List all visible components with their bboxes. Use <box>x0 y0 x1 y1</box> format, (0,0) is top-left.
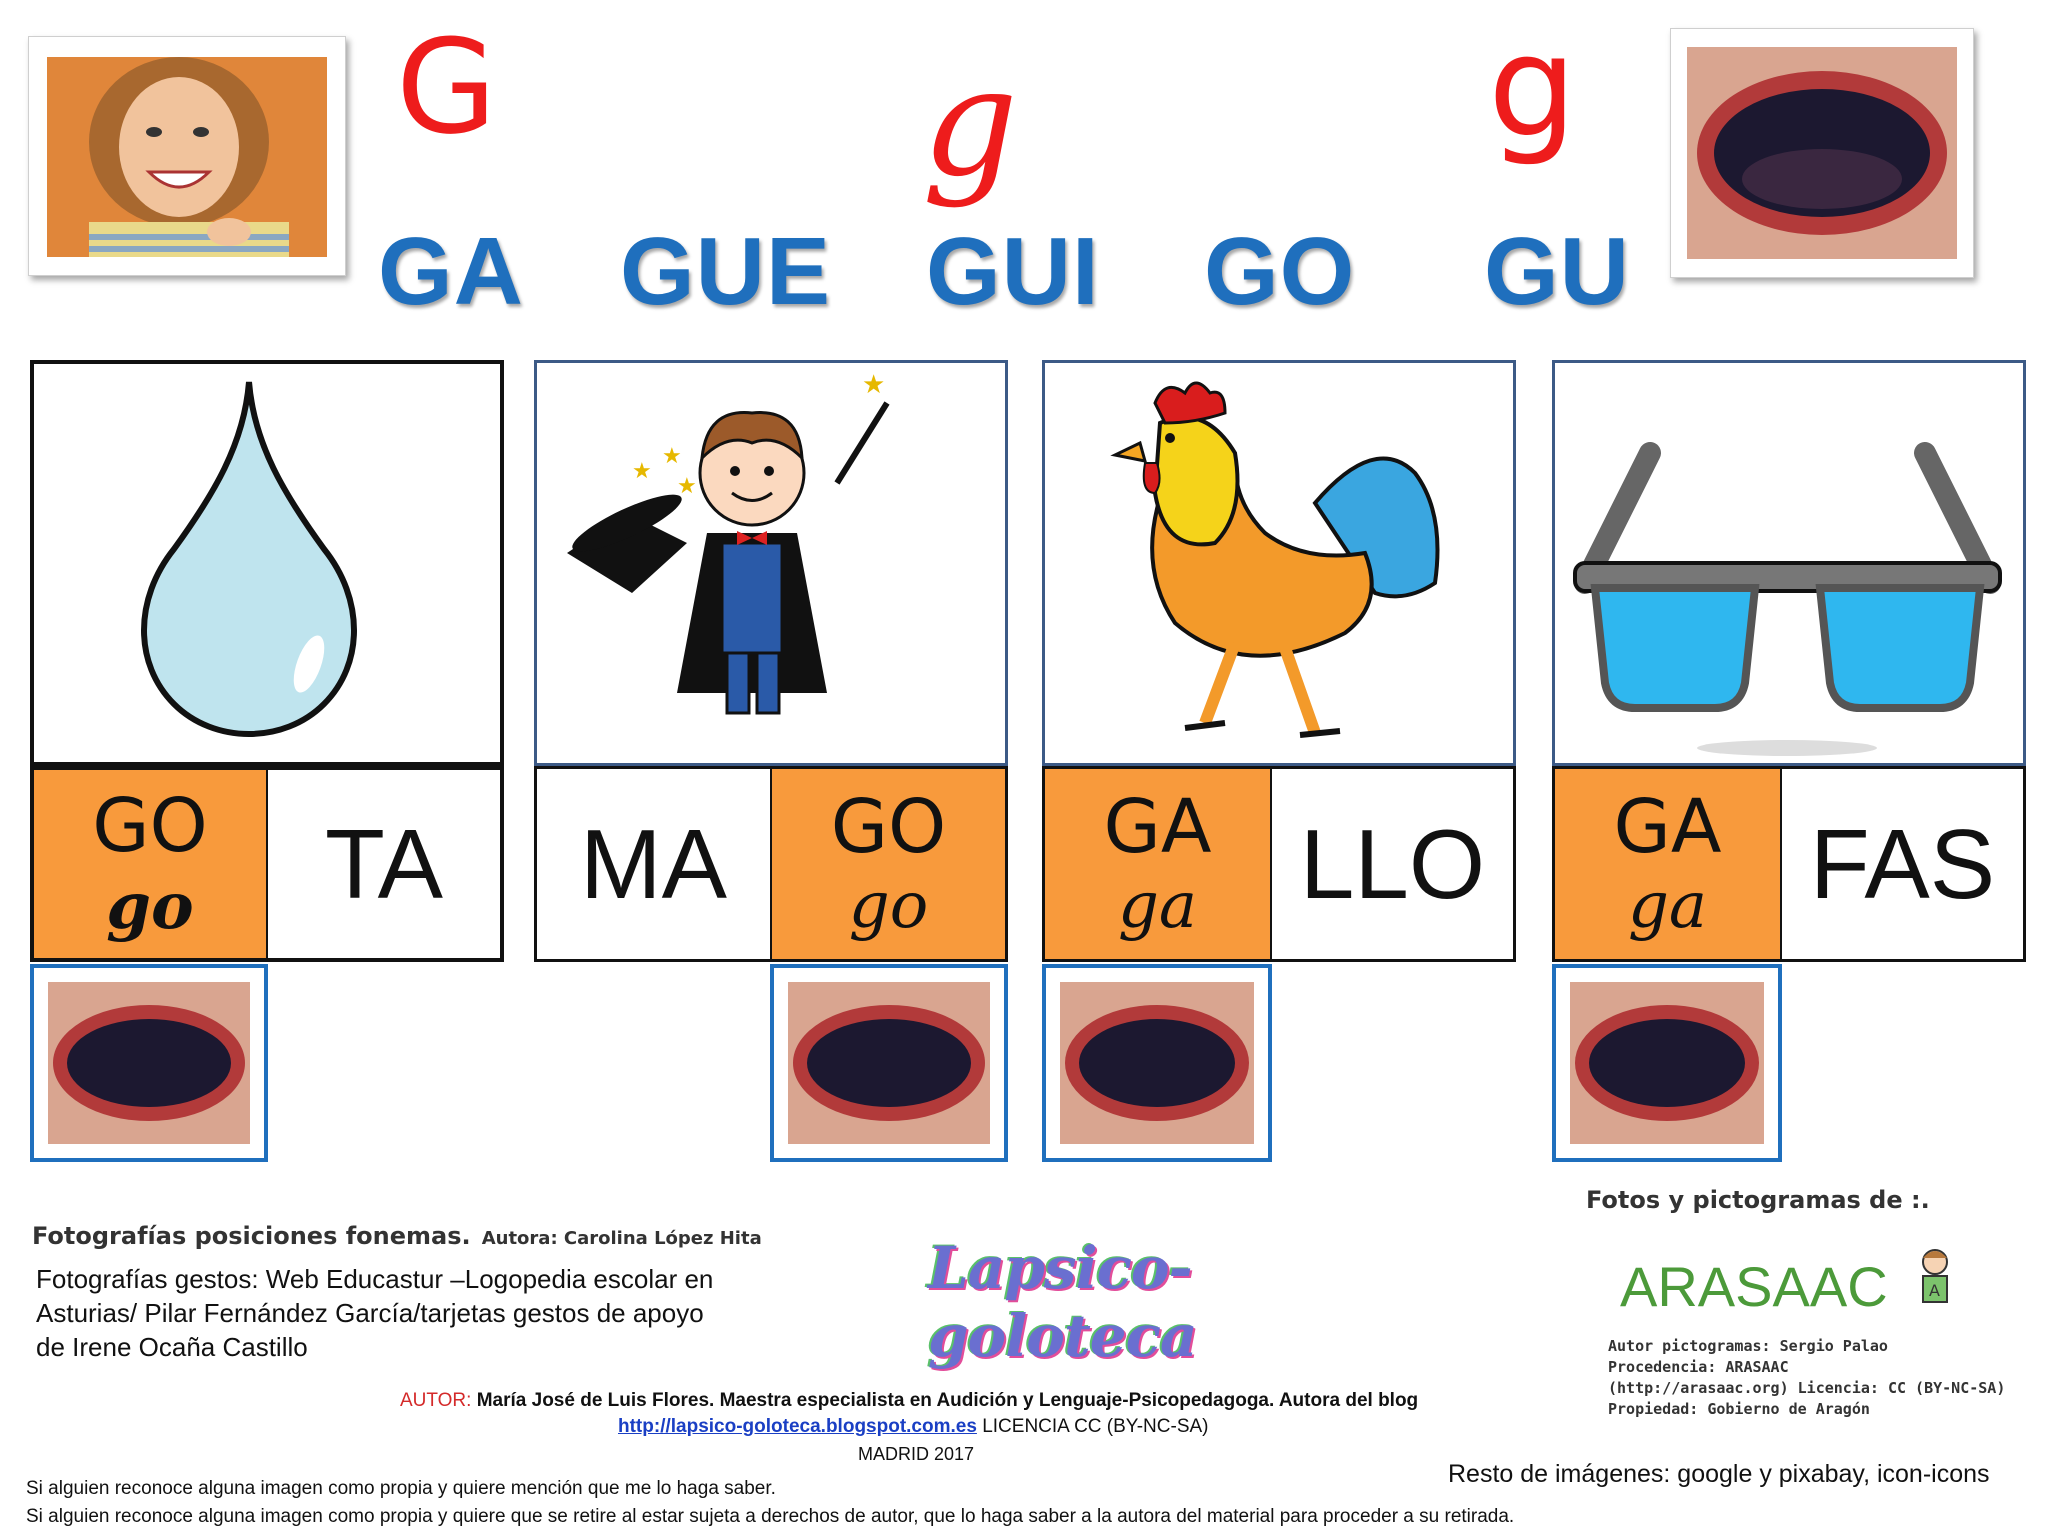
card-1-syllable-ta <box>266 766 504 962</box>
syllable-go: GO <box>1204 218 1356 325</box>
card-3-syllable-llo <box>1270 766 1516 962</box>
gesture-photo <box>28 36 346 276</box>
arasaac-line: Autor pictogramas: Sergio Palao <box>1608 1337 1888 1355</box>
mouth-photo-header <box>1670 28 1974 278</box>
svg-text:★: ★ <box>677 474 697 499</box>
arasaac-credits <box>1608 1336 2005 1420</box>
arasaac-line: Propiedad: Gobierno de Aragón <box>1608 1400 1870 1418</box>
mouth-icon <box>1671 29 1973 277</box>
card-1-picture <box>30 360 504 766</box>
city-year: MADRID 2017 <box>858 1444 975 1464</box>
card-4-syllable-fas <box>1780 766 2026 962</box>
svg-text:★: ★ <box>632 459 652 484</box>
blog-link[interactable]: http://lapsico-goloteca.blogspot.com.es <box>618 1416 977 1437</box>
photos-credit <box>32 1222 762 1250</box>
card-4-syllable-ga <box>1552 766 1782 962</box>
card-2-mouth <box>770 964 1008 1162</box>
card-4-picture <box>1552 360 2026 766</box>
mouth-icon <box>34 968 264 1158</box>
card-3-upper: GA <box>1103 784 1212 870</box>
card-1-upper: GO <box>92 783 208 869</box>
arasaac-line: Procedencia: ARASAAC <box>1608 1358 1789 1376</box>
syllable-gui: GUI <box>926 218 1100 325</box>
rooster-icon <box>1045 363 1513 763</box>
card-4-cursive: ga <box>1627 869 1708 943</box>
blog-logo-text: Lapsico-goloteca <box>928 1234 1197 1370</box>
card-2-syllable-ma <box>534 766 772 962</box>
blog-logo <box>928 1234 1348 1370</box>
notice-1: Si alguien reconoce alguna imagen como propia y quiere mención que me lo haga saber. <box>26 1478 776 1499</box>
card-4-text: FAS <box>1809 809 1996 919</box>
gestures-credit: Fotografías gestos: Web Educastur –Logopedia escolar en Asturias/ Pilar Fernández García/tarjetas gestos de apoyo de Irene Ocaña Castillo <box>36 1264 714 1362</box>
card-2-cursive: go <box>848 869 929 943</box>
uppercase-letter: G <box>396 11 497 163</box>
card-3-mouth <box>1042 964 1272 1162</box>
syllable-ga: GA <box>378 218 524 325</box>
svg-text:★: ★ <box>862 370 886 400</box>
mouth-icon <box>774 968 1004 1158</box>
card-3-text: LLO <box>1299 809 1486 919</box>
card-2-upper: GO <box>830 784 947 870</box>
glasses-icon <box>1555 363 2023 763</box>
cursive-letter: g <box>922 36 1019 210</box>
pictos-title: Fotos y pictogramas de :. <box>1586 1186 1930 1214</box>
mouth-icon <box>1046 968 1268 1158</box>
magician-icon <box>537 363 1005 763</box>
photos-credit-title: Fotografías posiciones fonemas. <box>32 1222 471 1250</box>
card-2-text: MA <box>580 809 727 919</box>
arasaac-logo <box>1620 1254 1980 1324</box>
syllable-gu: GU <box>1484 218 1630 325</box>
lowercase-letter: g <box>1488 6 1577 169</box>
license-text: LICENCIA CC (BY-NC-SA) <box>982 1416 1209 1437</box>
card-1-syllable-go <box>30 766 268 962</box>
arasaac-logo-text: ARASAAC <box>1620 1255 1888 1318</box>
arasaac-mascot-icon <box>1905 1244 1965 1314</box>
card-3-syllable-ga <box>1042 766 1272 962</box>
card-2-picture <box>534 360 1008 766</box>
card-1-text: TA <box>325 809 443 919</box>
card-1-mouth <box>30 964 268 1162</box>
card-4-upper: GA <box>1613 784 1722 870</box>
card-2-syllable-go <box>770 766 1008 962</box>
woman-gesture-image <box>29 37 345 275</box>
card-1-cursive: go <box>106 869 194 944</box>
syllable-gue: GUE <box>620 218 832 325</box>
author-line <box>400 1390 1418 1412</box>
card-4-mouth <box>1552 964 1782 1162</box>
rest-images-credit: Resto de imágenes: google y pixabay, icon-icons <box>1448 1460 1990 1488</box>
mouth-icon <box>1556 968 1778 1158</box>
svg-text:★: ★ <box>662 444 682 469</box>
svg-text:A: A <box>1929 1281 1940 1300</box>
card-3-cursive: ga <box>1117 869 1198 943</box>
photos-credit-author: Autora: Carolina López Hita <box>481 1228 762 1249</box>
arasaac-line: (http://arasaac.org) Licencia: CC (BY-NC-SA) <box>1608 1379 2006 1397</box>
blog-link-line <box>618 1416 1209 1438</box>
card-3-picture <box>1042 360 1516 766</box>
water-drop-icon <box>34 364 500 762</box>
notice-2: Si alguien reconoce alguna imagen como propia y quiere que se retire al estar sujeta a derechos de autor, que lo haga saber a la autora del material para proceder a su retirada. <box>26 1506 1515 1527</box>
author-text: María José de Luis Flores. Maestra especialista en Audición y Lenguaje-Psicopedagoga. Autora del blog <box>476 1390 1419 1411</box>
author-label: AUTOR: <box>400 1390 472 1411</box>
